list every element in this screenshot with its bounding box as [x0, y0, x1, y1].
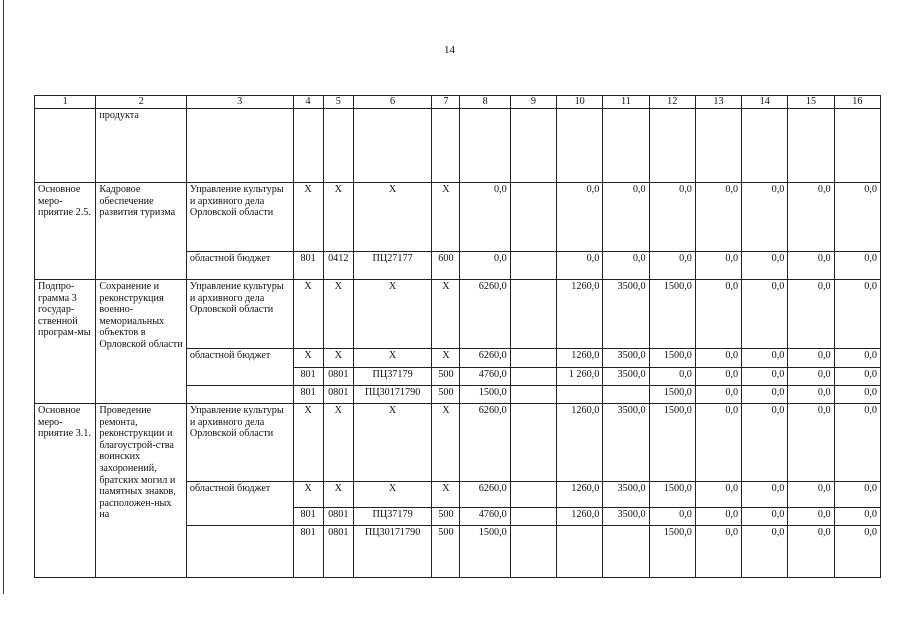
- value-cell: 1500,0: [649, 526, 695, 578]
- value-cell: Х: [432, 482, 460, 508]
- value-cell: Х: [432, 183, 460, 252]
- value-cell: 0,0: [788, 404, 834, 482]
- value-cell: 1500,0: [649, 349, 695, 368]
- executor-cell: Управление культуры и архивного дела Орловской области: [186, 280, 293, 349]
- value-cell: Х: [353, 482, 431, 508]
- value-cell: 0,0: [695, 404, 741, 482]
- value-cell: [460, 109, 510, 183]
- value-cell: [788, 109, 834, 183]
- value-cell: Х: [323, 280, 353, 349]
- value-cell: 1500,0: [649, 404, 695, 482]
- value-cell: 6260,0: [460, 280, 510, 349]
- value-cell: 0,0: [695, 482, 741, 508]
- subprogram-name-cell: Сохранение и реконструкция военно-мемориальных объектов в Орловской области: [96, 280, 187, 404]
- value-cell: 600: [432, 252, 460, 280]
- value-cell: 0,0: [788, 349, 834, 368]
- value-cell: 6260,0: [460, 482, 510, 508]
- value-cell: [323, 109, 353, 183]
- header-cell: 9: [510, 96, 556, 109]
- value-cell: 801: [293, 508, 323, 526]
- value-cell: 0,0: [695, 368, 741, 386]
- value-cell: 0,0: [788, 482, 834, 508]
- value-cell: Х: [293, 482, 323, 508]
- value-cell: [557, 526, 603, 578]
- value-cell: 0,0: [649, 508, 695, 526]
- value-cell: 0,0: [742, 482, 788, 508]
- value-cell: ПЦ30171790: [353, 526, 431, 578]
- value-cell: [649, 109, 695, 183]
- value-cell: Х: [293, 349, 323, 368]
- value-cell: Х: [353, 280, 431, 349]
- value-cell: 0,0: [742, 349, 788, 368]
- value-cell: 0,0: [742, 526, 788, 578]
- value-cell: 801: [293, 368, 323, 386]
- value-cell: 1500,0: [460, 386, 510, 404]
- value-cell: 1500,0: [649, 386, 695, 404]
- value-cell: 801: [293, 252, 323, 280]
- label-cell: [35, 109, 96, 183]
- page-number: 14: [444, 44, 455, 56]
- value-cell: [186, 109, 293, 183]
- executor-cell: областной бюджет: [186, 482, 293, 526]
- value-cell: 0,0: [834, 183, 880, 252]
- value-cell: Х: [432, 280, 460, 349]
- value-cell: Х: [353, 183, 431, 252]
- header-cell: 5: [323, 96, 353, 109]
- value-cell: 0,0: [603, 183, 649, 252]
- header-row: [35, 96, 881, 109]
- table-row: [35, 404, 881, 482]
- value-cell: 3500,0: [603, 508, 649, 526]
- value-cell: 0,0: [788, 368, 834, 386]
- value-cell: 1500,0: [649, 482, 695, 508]
- header-cell: 12: [649, 96, 695, 109]
- value-cell: 0,0: [742, 508, 788, 526]
- value-cell: 0,0: [695, 386, 741, 404]
- value-cell: 0,0: [649, 252, 695, 280]
- value-cell: Х: [293, 404, 323, 482]
- value-cell: [510, 349, 556, 368]
- header-cell: 16: [834, 96, 880, 109]
- value-cell: 1260,0: [557, 280, 603, 349]
- value-cell: [432, 109, 460, 183]
- value-cell: 1500,0: [649, 280, 695, 349]
- left-margin-rule: [3, 0, 4, 594]
- activity-name-cell: Кадровое обеспечение развития туризма: [96, 183, 187, 280]
- value-cell: 1260,0: [557, 482, 603, 508]
- value-cell: 3500,0: [603, 482, 649, 508]
- value-cell: Х: [432, 349, 460, 368]
- value-cell: 3500,0: [603, 404, 649, 482]
- header-cell: 6: [353, 96, 431, 109]
- value-cell: 0,0: [742, 386, 788, 404]
- header-cell: 13: [695, 96, 741, 109]
- value-cell: [557, 386, 603, 404]
- value-cell: 0,0: [649, 368, 695, 386]
- value-cell: 0,0: [788, 386, 834, 404]
- value-cell: [695, 109, 741, 183]
- value-cell: 4760,0: [460, 368, 510, 386]
- value-cell: 0801: [323, 526, 353, 578]
- value-cell: 500: [432, 386, 460, 404]
- value-cell: [557, 109, 603, 183]
- value-cell: [293, 109, 323, 183]
- value-cell: 0,0: [603, 252, 649, 280]
- header-cell: 14: [742, 96, 788, 109]
- header-cell: 10: [557, 96, 603, 109]
- value-cell: Х: [353, 404, 431, 482]
- value-cell: Х: [323, 183, 353, 252]
- value-cell: 0,0: [460, 183, 510, 252]
- value-cell: Х: [323, 349, 353, 368]
- table-row: [35, 109, 881, 183]
- value-cell: 6260,0: [460, 404, 510, 482]
- value-cell: Х: [323, 404, 353, 482]
- value-cell: 1260,0: [557, 349, 603, 368]
- table-body: [35, 96, 881, 578]
- value-cell: Х: [353, 349, 431, 368]
- activity-label-cell: Основное меро-приятие 3.1.: [35, 404, 96, 578]
- value-cell: [510, 280, 556, 349]
- value-cell: 1260,0: [557, 404, 603, 482]
- value-cell: [510, 508, 556, 526]
- header-cell: 3: [186, 96, 293, 109]
- value-cell: 0,0: [742, 252, 788, 280]
- value-cell: 1260,0: [557, 508, 603, 526]
- value-cell: Х: [293, 183, 323, 252]
- value-cell: 0,0: [788, 183, 834, 252]
- value-cell: 0,0: [742, 280, 788, 349]
- value-cell: [510, 482, 556, 508]
- value-cell: 0,0: [742, 404, 788, 482]
- header-cell: 1: [35, 96, 96, 109]
- value-cell: 801: [293, 526, 323, 578]
- value-cell: Х: [323, 482, 353, 508]
- value-cell: [510, 252, 556, 280]
- executor-cell: Управление культуры и архивного дела Орловской области: [186, 183, 293, 252]
- header-cell: 11: [603, 96, 649, 109]
- executor-cell: [186, 526, 293, 578]
- value-cell: 6260,0: [460, 349, 510, 368]
- value-cell: [742, 109, 788, 183]
- value-cell: 0,0: [788, 526, 834, 578]
- value-cell: 0,0: [834, 252, 880, 280]
- value-cell: ПЦ27177: [353, 252, 431, 280]
- value-cell: 801: [293, 386, 323, 404]
- header-cell: 7: [432, 96, 460, 109]
- value-cell: 500: [432, 368, 460, 386]
- value-cell: 0,0: [557, 252, 603, 280]
- value-cell: 3500,0: [603, 349, 649, 368]
- value-cell: ПЦ30171790: [353, 386, 431, 404]
- executor-cell: Управление культуры и архивного дела Орловской области: [186, 404, 293, 482]
- value-cell: 0801: [323, 386, 353, 404]
- value-cell: [834, 109, 880, 183]
- value-cell: 3500,0: [603, 280, 649, 349]
- value-cell: 0,0: [695, 280, 741, 349]
- value-cell: 0,0: [695, 349, 741, 368]
- name-cell: продукта: [96, 109, 187, 183]
- value-cell: ПЦ37179: [353, 508, 431, 526]
- value-cell: 0,0: [834, 349, 880, 368]
- value-cell: 0,0: [695, 508, 741, 526]
- value-cell: ПЦ37179: [353, 368, 431, 386]
- value-cell: 0,0: [788, 508, 834, 526]
- value-cell: 0,0: [834, 386, 880, 404]
- value-cell: 0,0: [788, 280, 834, 349]
- value-cell: Х: [293, 280, 323, 349]
- subprogram-label-cell: Подпро-грамма 3 государ-ственной програм-мы: [35, 280, 96, 404]
- value-cell: 0,0: [834, 482, 880, 508]
- value-cell: [510, 404, 556, 482]
- value-cell: 0,0: [788, 252, 834, 280]
- activity-label-cell: Основное меро-приятие 2.5.: [35, 183, 96, 280]
- activity-name-cell: Проведение ремонта, реконструкции и благоустрой-ства воинских захоронений, братских могил и памятных знаков, расположен-ных на: [96, 404, 187, 578]
- value-cell: [510, 109, 556, 183]
- value-cell: 0,0: [834, 404, 880, 482]
- value-cell: [510, 526, 556, 578]
- value-cell: 0801: [323, 508, 353, 526]
- executor-cell: [186, 386, 293, 404]
- value-cell: 0,0: [695, 183, 741, 252]
- value-cell: 1 260,0: [557, 368, 603, 386]
- value-cell: [510, 368, 556, 386]
- value-cell: 0,0: [834, 280, 880, 349]
- value-cell: [603, 386, 649, 404]
- budget-table: [34, 95, 881, 578]
- header-cell: 8: [460, 96, 510, 109]
- value-cell: 0,0: [834, 508, 880, 526]
- value-cell: [353, 109, 431, 183]
- value-cell: 0,0: [742, 368, 788, 386]
- value-cell: 0,0: [460, 252, 510, 280]
- value-cell: 4760,0: [460, 508, 510, 526]
- value-cell: 0,0: [742, 183, 788, 252]
- value-cell: [603, 526, 649, 578]
- header-cell: 2: [96, 96, 187, 109]
- value-cell: 500: [432, 508, 460, 526]
- value-cell: 500: [432, 526, 460, 578]
- value-cell: 0,0: [834, 368, 880, 386]
- executor-cell: областной бюджет: [186, 349, 293, 386]
- value-cell: 0,0: [695, 526, 741, 578]
- table-row: [35, 183, 881, 252]
- value-cell: 0412: [323, 252, 353, 280]
- value-cell: 0,0: [695, 252, 741, 280]
- value-cell: 1500,0: [460, 526, 510, 578]
- value-cell: [510, 386, 556, 404]
- header-cell: 4: [293, 96, 323, 109]
- value-cell: [510, 183, 556, 252]
- value-cell: 0801: [323, 368, 353, 386]
- value-cell: 0,0: [557, 183, 603, 252]
- value-cell: 3500,0: [603, 368, 649, 386]
- header-cell: 15: [788, 96, 834, 109]
- table-row: [35, 280, 881, 349]
- executor-cell: областной бюджет: [186, 252, 293, 280]
- value-cell: [603, 109, 649, 183]
- value-cell: 0,0: [834, 526, 880, 578]
- value-cell: Х: [432, 404, 460, 482]
- value-cell: 0,0: [649, 183, 695, 252]
